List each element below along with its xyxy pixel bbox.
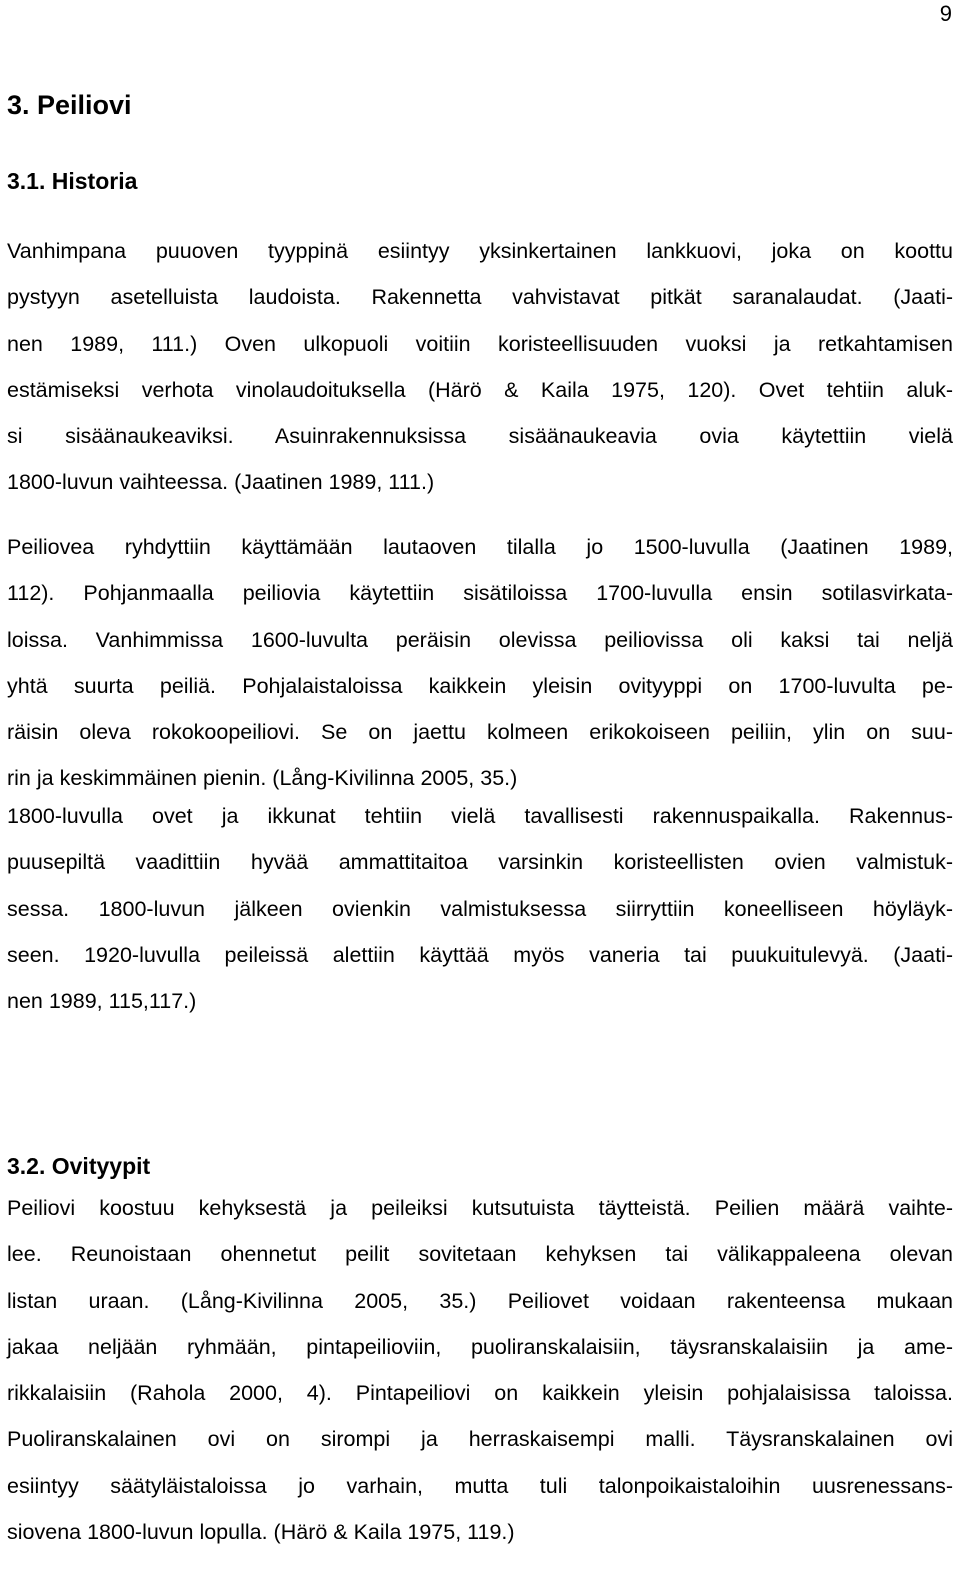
text-line: nen 1989, 111.) Oven ulkopuoli voitiin koristeellisuuden vuoksi ja retkahtamisen: [7, 331, 953, 356]
paragraph-history-1: [7, 228, 953, 506]
text-line: listan uraan. (Lång-Kivilinna 2005, 35.) Peiliovet voidaan rakenteensa mukaan: [7, 1288, 953, 1313]
text-line: rin ja keskimmäinen pienin. (Lång-Kivilinna 2005, 35.): [7, 766, 518, 791]
text-line: nen 1989, 115,117.): [7, 989, 197, 1014]
text-line: siovena 1800-luvun lopulla. (Härö & Kaila 1975, 119.): [7, 1520, 515, 1545]
text-line: 112). Pohjanmaalla peiliovia käytettiin sisätiloissa 1700-luvulla ensin sotilasvirkata-: [7, 581, 953, 606]
text-line: Peiliovi koostuu kehyksestä ja peileiksi kutsutuista täytteistä. Peilien määrä vaihte-: [7, 1196, 953, 1220]
text-line: 1800-luvulla ovet ja ikkunat tehtiin vielä tavallisesti rakennuspaikalla. Rakennus-: [7, 804, 953, 828]
text-line: seen. 1920-luvulla peileissä alettiin käyttää myös vaneria tai puukuitulevyä. (Jaati-: [7, 942, 953, 967]
text-line: sessa. 1800-luvun jälkeen ovienkin valmistuksessa siirryttiin koneelliseen höyläyk-: [7, 896, 953, 921]
text-line: rikkalaisiin (Rahola 2000, 4). Pintapeiliovi on kaikkein yleisin pohjalaisissa taloissa.: [7, 1381, 953, 1406]
paragraph-door-types-1: [7, 1185, 953, 1555]
chapter-heading: 3. Peiliovi: [7, 90, 132, 120]
paragraph-history-3: [7, 793, 953, 1024]
text-line: lee. Reunoistaan ohennetut peilit sovitetaan kehyksen tai välikappaleena olevan: [7, 1242, 953, 1267]
text-line: jakaa neljään ryhmään, pintapeilioviin, puoliranskalaisiin, täysranskalaisiin ja ame-: [7, 1334, 953, 1359]
text-line: pystyyn asetelluista laudoista. Rakennetta vahvistavat pitkät saranalaudat. (Jaati-: [7, 285, 953, 310]
text-line: Vanhimpana puuoven tyyppinä esiintyy yksinkertainen lankkuovi, joka on koottu: [7, 239, 953, 263]
text-line: loissa. Vanhimmissa 1600-luvulta peräisin olevissa peiliovissa oli kaksi tai neljä: [7, 627, 953, 652]
text-line: 1800-luvun vaihteessa. (Jaatinen 1989, 111.): [7, 470, 435, 495]
page-number: 9: [939, 1, 952, 26]
text-line: Puoliranskalainen ovi on sirompi ja herraskaisempi malli. Täysranskalainen ovi: [7, 1427, 953, 1452]
text-line: räisin oleva rokokoopeiliovi. Se on jaettu kolmeen erikokoiseen peiliin, ylin on suu-: [7, 720, 953, 745]
paragraph-history-2: [7, 524, 953, 802]
text-line: yhtä suurta peiliä. Pohjalaistaloissa kaikkein yleisin ovityyppi on 1700-luvulta pe-: [7, 673, 953, 698]
section-heading-door-types: 3.2. Ovityypit: [7, 1153, 151, 1179]
text-line: estämiseksi verhota vinolaudoituksella (Härö & Kaila 1975, 120). Ovet tehtiin aluk-: [7, 377, 953, 402]
text-line: si sisäänaukeaviksi. Asuinrakennuksissa sisäänaukeavia ovia käytettiin vielä: [7, 424, 953, 449]
text-line: puusepiltä vaadittiin hyvää ammattitaitoa varsinkin koristeellisten ovien valmistuk-: [7, 850, 953, 875]
text-line: esiintyy säätyläistaloissa jo varhain, mutta tuli talonpoikaistaloihin uusrenessans-: [7, 1473, 953, 1498]
section-heading-history: 3.1. Historia: [7, 168, 138, 194]
text-line: Peiliovea ryhdyttiin käyttämään lautaoven tilalla jo 1500-luvulla (Jaatinen 1989,: [7, 535, 953, 559]
